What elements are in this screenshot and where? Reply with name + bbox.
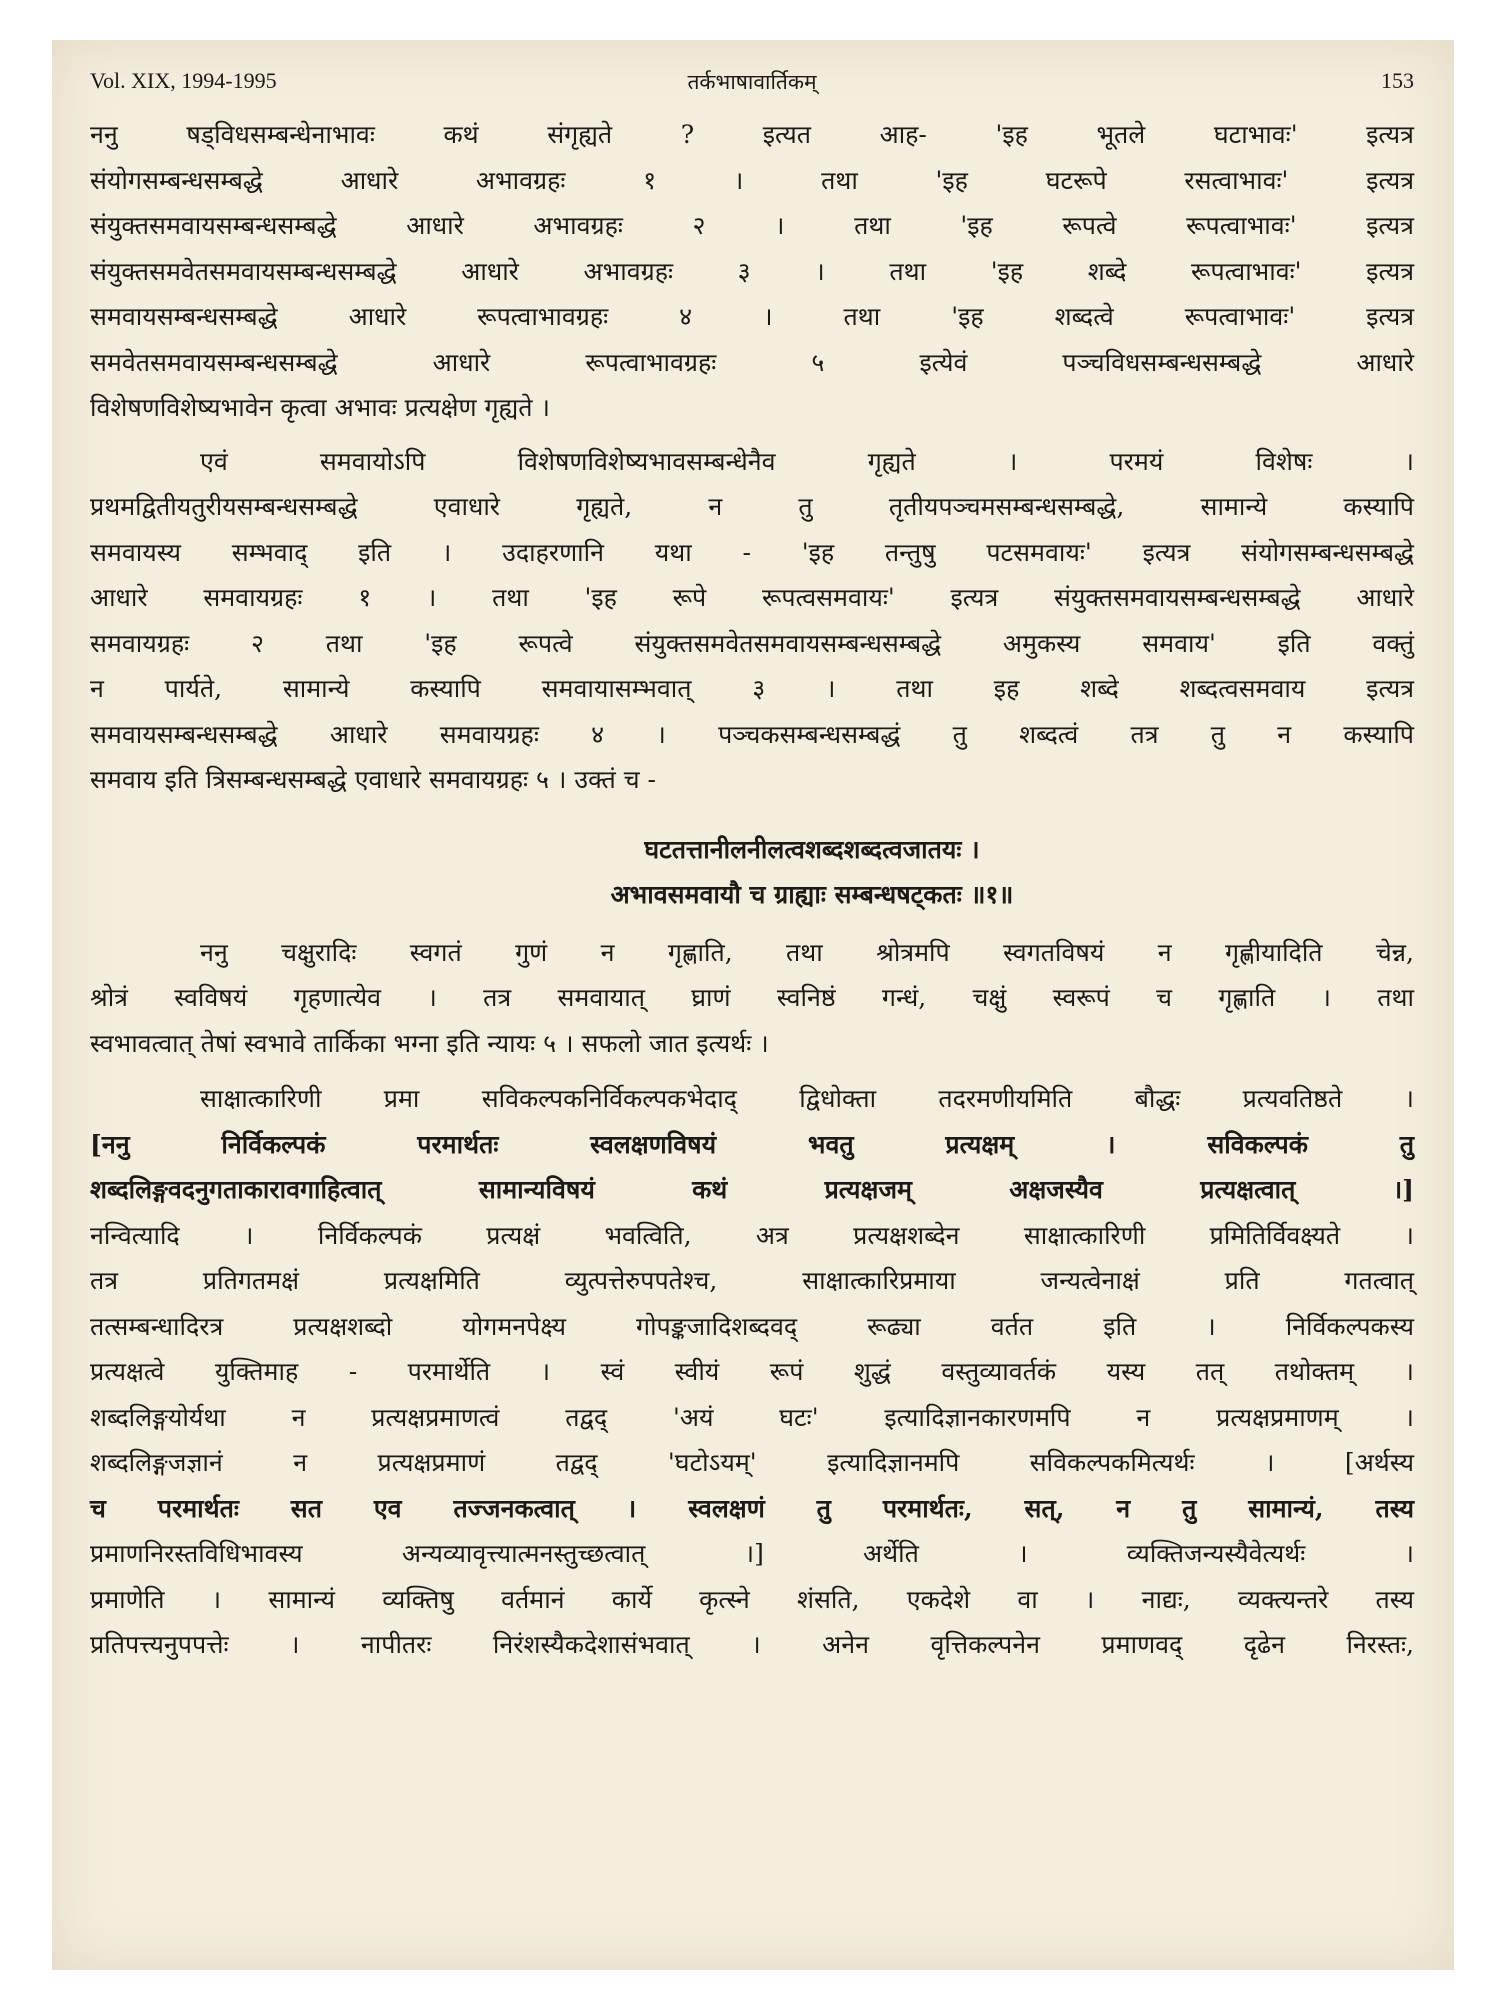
text-line: प्रमाणनिरस्तविधिभावस्य अन्यव्यावृत्त्यात्मनस्तुच्छत्वात् ।] अर्थेति । व्यक्तिजन्यस्यैवेत्यर्थः ।	[90, 1539, 1414, 1568]
running-header	[90, 62, 1414, 102]
text-line: श्रोत्रं स्वविषयं गृहणात्येव । तत्र समवायात् घ्राणं स्वनिष्ठं गन्धं, चक्षुं स्वरूपं च गृह्णाति । तथा	[90, 983, 1414, 1012]
verse-line-1: घटतत्तानीलनीलत्वशब्दशब्दत्वजातयः ।	[644, 834, 980, 864]
text-line: एवं समवायोऽपि विशेषणविशेष्यभावसम्बन्धेनैव गृह्यते । परमयं विशेषः ।	[200, 446, 1414, 476]
text-line: समवेतसमवायसम्बन्धसम्बद्धे आधारे रूपत्वाभावग्रहः ५ इत्येवं पञ्चविधसम्बन्धसम्बद्धे आधारे	[90, 347, 1414, 377]
text-line: तत्सम्बन्धादिरत्र प्रत्यक्षशब्दो योगमनपेक्ष्य गोपङ्कजादिशब्दवद् रूढ्या वर्तत इति । निर्विकल्पकस्य	[90, 1311, 1414, 1341]
text-line: समवायसम्बन्धसम्बद्धे आधारे समवायग्रहः ४ । पञ्चकसम्बन्धसम्बद्धं तु शब्दत्वं तत्र तु न कस्यापि	[90, 719, 1414, 749]
text-line: संयुक्तसमवायसम्बन्धसम्बद्धे आधारे अभावग्रहः २ । तथा 'इह रूपत्वे रूपत्वाभावः' इत्यत्र	[90, 211, 1414, 240]
verse-block	[90, 827, 1414, 918]
text-line: [ननु निर्विकल्पकं परमार्थतः स्वलक्षणविषयं भवतु प्रत्यक्षम् । सविकल्पकं तु	[90, 1129, 1414, 1159]
page-number: 153	[1381, 68, 1414, 93]
text-line: प्रतिपत्त्यनुपपत्तेः । नापीतरः निरंशस्यैकदेशासंभवात् । अनेन वृत्तिकल्पनेन प्रमाणवद् दृढेन निरस्तः,	[90, 1630, 1414, 1659]
text-line: प्रथमद्वितीयतुरीयसम्बन्धसम्बद्धे एवाधारे गृह्यते, न तु तृतीयपञ्चमसम्बन्धसम्बद्धे, सामान्ये कस्यापि	[90, 492, 1414, 521]
paragraph-samavaya	[90, 439, 1414, 803]
paragraph-abhava	[90, 112, 1414, 431]
text-line: तत्र प्रतिगतमक्षं प्रत्यक्षमिति व्युत्पत्तेरुपपतेश्च, साक्षात्कारिप्रमाया जन्यत्वेनाक्षं प्रति गतत्वात्	[90, 1266, 1414, 1295]
text-line: ननु चक्षुरादिः स्वगतं गुणं न गृह्णाति, तथा श्रोत्रमपि स्वगतविषयं न गृह्णीयादिति चेन्न,	[200, 937, 1414, 967]
text-line: विशेषणविशेष्यभावेन कृत्वा अभावः प्रत्यक्षेण गृह्यते ।	[90, 393, 550, 422]
paragraph-chakshu	[90, 930, 1414, 1067]
volume-info: Vol. XIX, 1994-1995	[90, 68, 277, 93]
text-line: शब्दलिङ्गजज्ञानं न प्रत्यक्षप्रमाणं तद्वद् 'घटोऽयम्' इत्यादिज्ञानमपि सविकल्पकमित्यर्थः । [अर्थस्य	[90, 1448, 1414, 1477]
text-line: संयुक्तसमवेतसमवायसम्बन्धसम्बद्धे आधारे अभावग्रहः ३ । तथा 'इह शब्दे रूपत्वाभावः' इत्यत्र	[90, 256, 1414, 286]
text-line: नन्वित्यादि । निर्विकल्पकं प्रत्यक्षं भवत्विति, अत्र प्रत्यक्षशब्देन साक्षात्कारिणी प्रमितिर्विवक्ष्यते ।	[90, 1220, 1414, 1250]
text-line: समवायग्रहः २ तथा 'इह रूपत्वे संयुक्तसमवेतसमवायसम्बन्धसम्बद्धे अमुकस्य समवाय' इति वक्तुं	[90, 628, 1414, 658]
verse-line-2: अभावसमवायौ च ग्राह्याः सम्बन्धषट्कतः ॥१॥	[610, 880, 1014, 909]
text-line: प्रत्यक्षत्वे युक्तिमाह - परमार्थेति । स्वं स्वीयं रूपं शुद्धं वस्तुव्यावर्तकं यस्य तत् तथोक्तम् ।	[90, 1357, 1414, 1386]
page-body	[90, 112, 1414, 1668]
text-line: स्वभावत्वात् तेषां स्वभावे तार्किका भग्ना इति न्यायः ५ । सफलो जात इत्यर्थः ।	[90, 1028, 769, 1058]
running-title: तर्कभाषावार्तिकम्	[687, 70, 817, 94]
text-line: साक्षात्कारिणी प्रमा सविकल्पकनिर्विकल्पकभेदाद् द्विधोक्ता तदरमणीयमिति बौद्धः प्रत्यवतिष्ठते ।	[200, 1084, 1414, 1113]
text-line: च परमार्थतः सत एव तज्जनकत्वात् । स्वलक्षणं तु परमार्थतः, सत्, न तु सामान्यं, तस्य	[90, 1493, 1414, 1523]
paragraph-pratyaksha	[90, 1076, 1414, 1668]
text-line: समवायस्य सम्भवाद् इति । उदाहरणानि यथा - 'इह तन्तुषु पटसमवायः' इत्यत्र संयोगसम्बन्धसम्बद्धे	[90, 537, 1414, 567]
text-line: समवाय इति त्रिसम्बन्धसम्बद्धे एवाधारे समवायग्रहः ५ । उक्तं च -	[90, 765, 656, 794]
text-line: शब्दलिङ्गयोर्यथा न प्रत्यक्षप्रमाणत्वं तद्वद् 'अयं घटः' इत्यादिज्ञानकारणमपि न प्रत्यक्षप्रमाणम् ।	[90, 1402, 1414, 1432]
text-line: आधारे समवायग्रहः १ । तथा 'इह रूपे रूपत्वसमवायः' इत्यत्र संयुक्तसमवायसम्बन्धसम्बद्धे आधारे	[90, 583, 1414, 612]
text-line: संयोगसम्बन्धसम्बद्धे आधारे अभावग्रहः १ । तथा 'इह घटरूपे रसत्वाभावः' इत्यत्र	[90, 165, 1414, 195]
text-line: प्रमाणेति । सामान्यं व्यक्तिषु वर्तमानं कार्ये कृत्स्ने शंसति, एकदेशे वा । नाद्यः, व्यक्त्यन्तरे तस्य	[90, 1584, 1414, 1614]
book-page	[52, 40, 1454, 1970]
text-line: न पार्यते, सामान्ये कस्यापि समवायासम्भवात् ३ । तथा इह शब्दे शब्दत्वसमवाय इत्यत्र	[90, 674, 1414, 703]
text-line: ननु षड्विधसम्बन्धेनाभावः कथं संगृह्यते ? इत्यत आह- 'इह भूतले घटाभावः' इत्यत्र	[90, 120, 1414, 149]
text-line: शब्दलिङ्गवदनुगताकारावगाहित्वात् सामान्यविषयं कथं प्रत्यक्षजम् अक्षजस्यैव प्रत्यक्षत्वात् ।]	[90, 1175, 1414, 1204]
text-line: समवायसम्बन्धसम्बद्धे आधारे रूपत्वाभावग्रहः ४ । तथा 'इह शब्दत्वे रूपत्वाभावः' इत्यत्र	[90, 302, 1414, 331]
